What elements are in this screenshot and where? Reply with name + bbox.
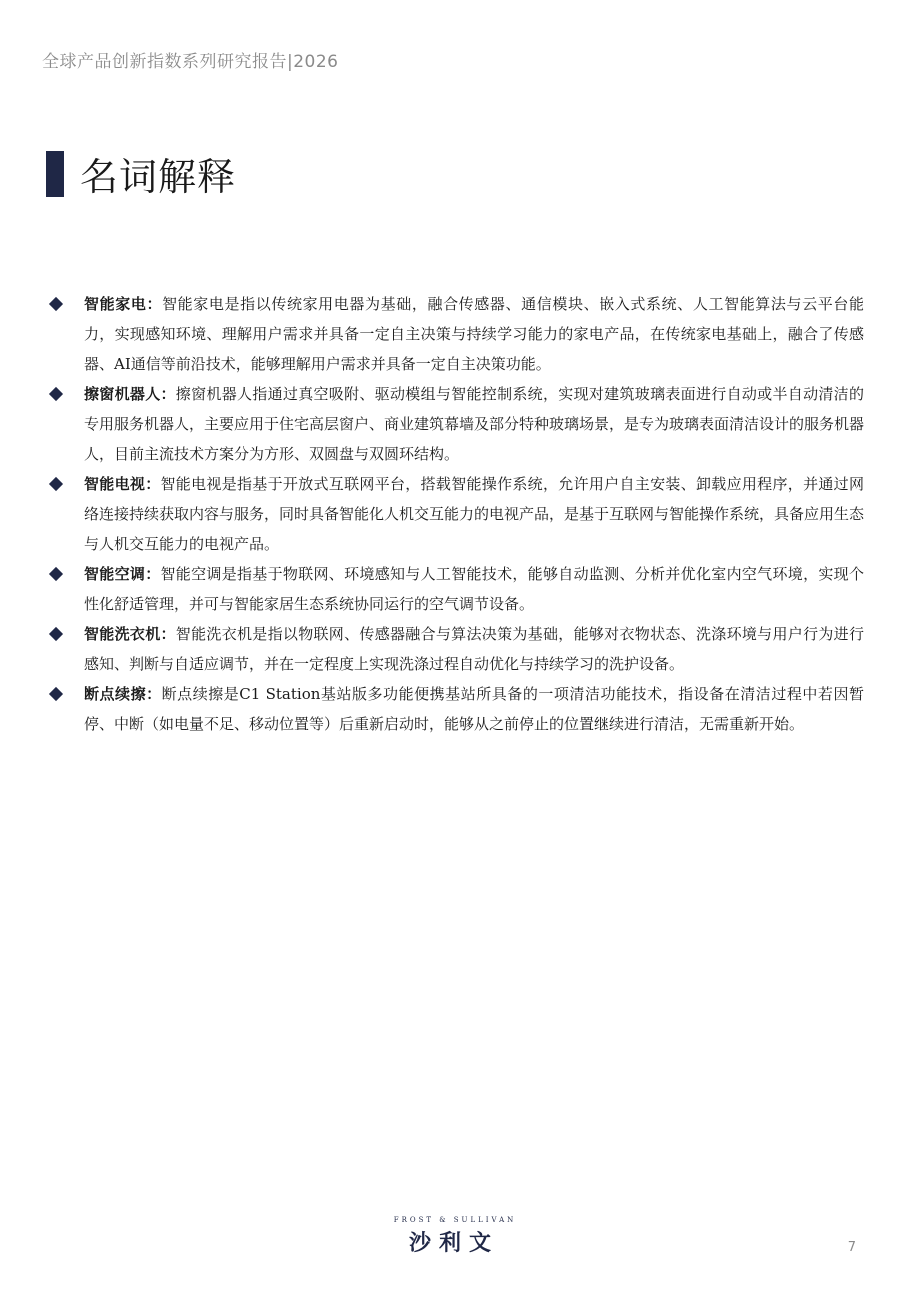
term-name: 断点续擦： — [84, 685, 162, 703]
term-definition: 智能空调是指基于物联网、环境感知与人工智能技术，能够自动监测、分析并优化室内空气环境，实现个性化舒适管理，并可与智能家居生态系统协同运行的空气调节设备。 — [84, 565, 864, 613]
title-accent-bar — [46, 151, 64, 197]
term-list — [46, 289, 864, 739]
term-definition: 擦窗机器人指通过真空吸附、驱动模组与智能控制系统，实现对建筑玻璃表面进行自动或半自动清洁的专用服务机器人，主要应用于住宅高层窗户、商业建筑幕墙及部分特种玻璃场景，是专为玻璃表面清洁设计的服务机器人，目前主流技术方案分为方形、双圆盘与双圆环结构。 — [84, 385, 865, 463]
running-header: 全球产品创新指数系列研究报告|2026 — [42, 52, 339, 72]
diamond-bullet-icon — [49, 387, 63, 401]
term-item — [46, 679, 864, 739]
page-number: 7 — [847, 1240, 856, 1255]
term-item — [46, 619, 864, 679]
page-title: 名词解释 — [80, 155, 237, 199]
term-item — [46, 469, 864, 559]
term-name: 智能洗衣机： — [84, 625, 176, 643]
diamond-bullet-icon — [49, 687, 63, 701]
logo-chinese-text: 沙利文 — [408, 1231, 499, 1256]
title-block — [46, 146, 236, 201]
term-definition: 智能电视是指基于开放式互联网平台，搭载智能操作系统，允许用户自主安装、卸载应用程序，并通过网络连接持续获取内容与服务，同时具备智能化人机交互能力的电视产品，是基于互联网与智能操作系统，具备应用生态与人机交互能力的电视产品。 — [84, 475, 865, 553]
term-definition: 智能洗衣机是指以物联网、传感器融合与算法决策为基础，能够对衣物状态、洗涤环境与用户行为进行感知、判断与自适应调节，并在一定程度上实现洗涤过程自动优化与持续学习的洗护设备。 — [84, 625, 864, 673]
diamond-bullet-icon — [49, 477, 63, 491]
logo-english-text: FROST & SULLIVAN — [393, 1216, 517, 1224]
diamond-bullet-icon — [49, 627, 63, 641]
term-item — [46, 559, 864, 619]
term-definition: 智能家电是指以传统家用电器为基础，融合传感器、通信模块、嵌入式系统、人工智能算法与云平台能力，实现感知环境、理解用户需求并具备一定自主决策与持续学习能力的家电产品，在传统家电基础上，融合了传感器、AI通信等前沿技术，能够理解用户需求并具备一定自主决策功能。 — [84, 295, 864, 373]
term-name: 智能空调： — [84, 565, 161, 583]
term-definition: 断点续擦是C1 Station基站版多功能便携基站所具备的一项清洁功能技术，指设备在清洁过程中若因暂停、中断（如电量不足、移动位置等）后重新启动时，能够从之前停止的位置继续进行清洁，无需重新开始。 — [84, 685, 864, 733]
term-name: 智能家电： — [84, 295, 163, 313]
term-name: 智能电视： — [84, 475, 161, 493]
diamond-bullet-icon — [49, 297, 63, 311]
term-name: 擦窗机器人： — [84, 385, 176, 403]
term-item — [46, 289, 864, 379]
diamond-bullet-icon — [49, 567, 63, 581]
frost-sullivan-logo — [0, 1216, 900, 1257]
term-item — [46, 379, 864, 469]
